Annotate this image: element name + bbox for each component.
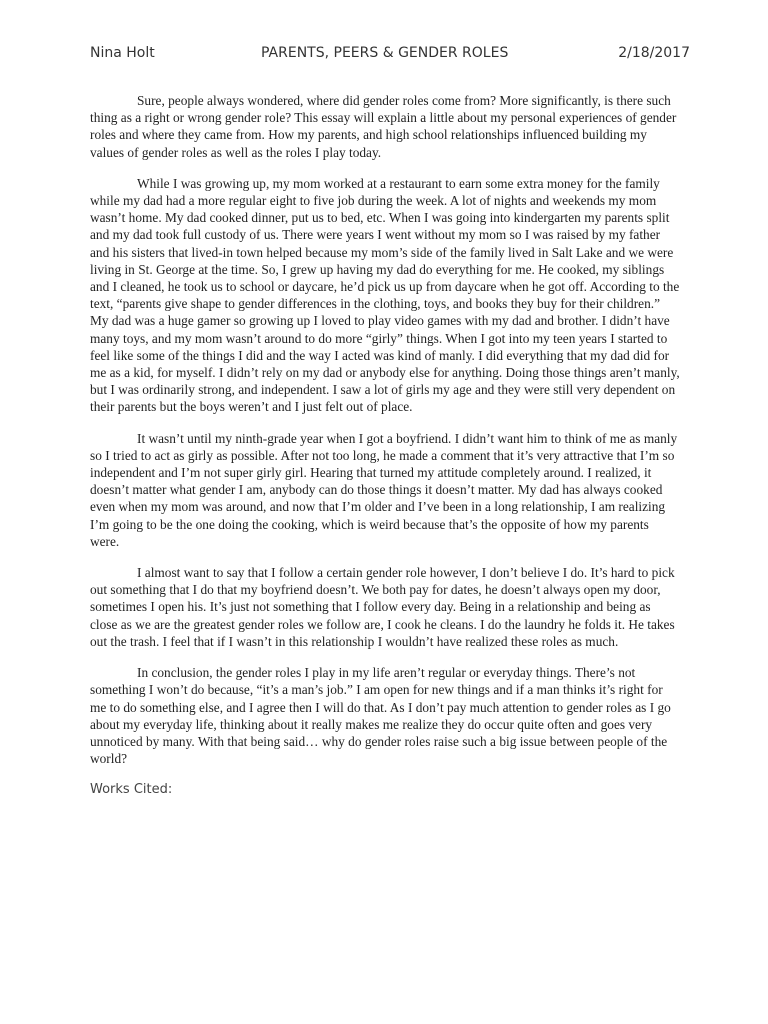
header-author: Nina Holt xyxy=(90,45,155,61)
paragraph-conclusion: In conclusion, the gender roles I play in my life aren’t regular or everyday things. There’s not something I won’t do because, “it’s a man’s job.” I am open for new things and if a man thinks it’s right for me to do something else, and I agree then I will do that. As I don’t pay much attention to gender roles as I go about my everyday life, thinking about it really makes me realize they do occur quite often and goes very unnoticed by many. With that being said… why do gender roles raise such a big issue between people of the world? xyxy=(90,665,671,767)
paragraph-childhood: While I was growing up, my mom worked at a restaurant to earn some extra money for the family while my dad had a more regular eight to five job during the week. A lot of nights and weekends my mom wasn’t home. My dad cooked dinner, put us to bed, etc. When I was going into kindergarten my parents split and my dad took full custody of us. There were years I went without my mom so I was raised by my father and his sisters that lived-in town helped because my mom’s side of the family lived in Salt Lake and we were living in St. George at the time. So, I grew up having my dad do everything for me. He cooked, my siblings and I cleaned, he took us to school or daycare, he’d pick us up from daycare when he got off. According to the text, “parents give shape to gender differences in the clothing, toys, and books they buy for their children.” My dad was a huge gamer so growing up I loved to play video games with my dad and brother. I didn’t have many toys, and my mom wasn’t around to do more “girly” things. When I got into my teen years I started to feel like some of the things I did and the way I acted was kind of manly. I did everything that my dad did for me as a kid, for myself. I didn’t rely on my dad or anybody else for anything. Doing those things aren’t manly, but I was ordinarily strong, and independent. I saw a lot of girls my age and they were still very dependent on their parents but the boys weren’t and I just felt out of place. xyxy=(90,175,680,415)
page-header xyxy=(90,45,690,65)
essay-body xyxy=(90,92,680,799)
works-cited-heading: Works Cited: xyxy=(90,782,173,798)
paragraph-relationship: I almost want to say that I follow a certain gender role however, I don’t believe I do. It’s hard to pick out something that I do that my boyfriend doesn’t. We both pay for dates, he doesn’t always open my door, sometimes I open his. It’s just not something that I follow every day. Being in a relationship and being as close as we are the greatest gender roles we follow are, I cook he cleans. I do the laundry he folds it. He takes out the trash. I feel that if I wasn’t in this relationship I wouldn’t have realized these roles as much. xyxy=(90,565,675,649)
header-date: 2/18/2017 xyxy=(618,45,690,61)
paragraph-intro: Sure, people always wondered, where did gender roles come from? More significantly, is there such thing as a right or wrong gender role? This essay will explain a little about my personal experiences of gender roles and where they came from. How my parents, and high school relationships influenced building my values of gender roles as well as the roles I play today. xyxy=(90,93,677,160)
paragraph-ninth-grade: It wasn’t until my ninth-grade year when I got a boyfriend. I didn’t want him to think of me as manly so I tried to act as girly as possible. After not too long, he made a comment that it’s very attractive that I’m so independent and I’m not super girly girl. Hearing that turned my attitude completely around. I realized, it doesn’t matter what gender I am, anybody can do those things it doesn’t matter. My dad has always cooked even when my mom was around, and now that I’m older and I’ve been in a long relationship, I am realizing I’m going to be the one doing the cooking, which is weird because that’s the opposite of how my parents were. xyxy=(90,430,678,549)
header-title: PARENTS, PEERS & GENDER ROLES xyxy=(261,45,509,61)
